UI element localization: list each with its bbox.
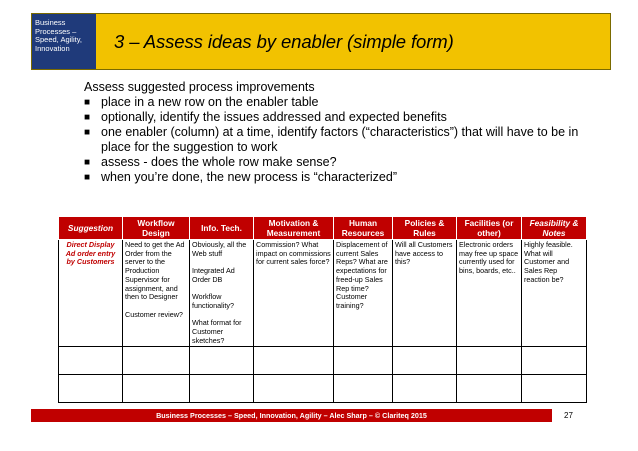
- column-header-info-tech: Info. Tech.: [190, 217, 254, 240]
- empty-table-row: [59, 347, 587, 375]
- square-bullet-icon: ■: [84, 157, 91, 168]
- cell-policies: Will all Customers have access to this?: [393, 240, 457, 347]
- enabler-table: [58, 216, 587, 403]
- column-header-human-resources: Human Resources: [334, 217, 393, 240]
- cell-feasibility: Highly feasible. What will Customer and Sales Rep reaction be?: [522, 240, 587, 347]
- footer-bar: Business Processes – Speed, Innovation, Agility – Alec Sharp – © Clariteq 2015: [31, 409, 552, 422]
- square-bullet-icon: ■: [84, 97, 91, 108]
- table-header-row: [59, 217, 587, 240]
- cell-info-tech: Obviously, all the Web stuff Integrated Ad Order DB Workflow functionality? What format for Customer sketches?: [190, 240, 254, 347]
- column-header-motivation: Motivation & Measurement: [254, 217, 334, 240]
- page-number: 27: [564, 411, 573, 420]
- bullet-item: ■ one enabler (column) at a time, identify factors (“characteristics”) that will have to be in place for the suggestion to work: [84, 125, 579, 154]
- cell-motivation: Commission? What impact on commissions for current sales force?: [254, 240, 334, 347]
- column-header-workflow: Workflow Design: [123, 217, 190, 240]
- column-header-feasibility: Feasibility & Notes: [522, 217, 587, 240]
- slide-title-bar: [96, 14, 610, 69]
- square-bullet-icon: ■: [84, 112, 91, 123]
- empty-table-row: [59, 375, 587, 403]
- cell-human-resources: Displacement of current Sales Reps? What are expectations for freed-up Sales Rep time? Customer training?: [334, 240, 393, 347]
- column-header-facilities: Facilities (or other): [457, 217, 522, 240]
- intro-text: [84, 80, 604, 185]
- square-bullet-icon: ■: [84, 172, 91, 183]
- cell-facilities: Electronic orders may free up space currently used for bins, boards, etc..: [457, 240, 522, 347]
- bullet-item: ■ when you’re done, the new process is “characterized”: [84, 170, 397, 184]
- intro-bullet-list: [84, 95, 604, 185]
- course-logo-label: Business Processes – Speed, Agility, Innovation: [32, 14, 96, 69]
- cell-workflow: Need to get the Ad Order from the server to the Production Supervisor for assignment, and then to Designer Customer review?: [123, 240, 190, 347]
- intro-lead: Assess suggested process improvements: [84, 80, 315, 94]
- slide-header: [31, 13, 611, 70]
- bullet-item: ■ assess - does the whole row make sense?: [84, 155, 337, 169]
- column-header-suggestion: Suggestion: [59, 217, 123, 240]
- square-bullet-icon: ■: [84, 127, 91, 138]
- column-header-policies: Policies & Rules: [393, 217, 457, 240]
- bullet-item: ■ optionally, identify the issues addressed and expected benefits: [84, 110, 447, 124]
- cell-suggestion: Direct Display Ad order entry by Customers: [59, 240, 123, 347]
- bullet-item: ■ place in a new row on the enabler table: [84, 95, 319, 109]
- slide-title: 3 – Assess ideas by enabler (simple form): [114, 30, 454, 52]
- table-row: [59, 240, 587, 347]
